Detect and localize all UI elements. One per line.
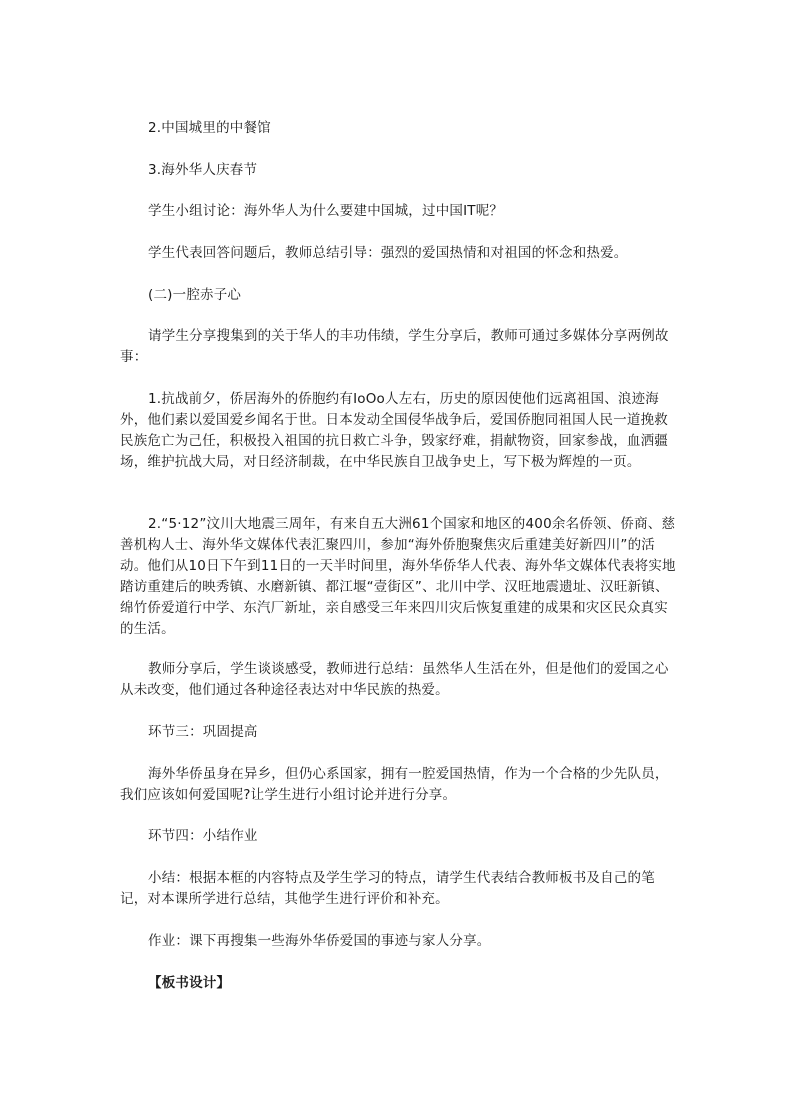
paragraph-homework: 作业：课下再搜集一些海外华侨爱国的事迹与家人分享。 [148, 933, 491, 949]
paragraph-summary: 小结：根据本框的内容特点及学生学习的特点，请学生代表结合教师板书及自己的笔记，对本课所学进行总结，其他学生进行评价和补充。 [120, 870, 655, 907]
heading-step-four: 环节四：小结作业 [148, 828, 258, 844]
paragraph-story-one: 1.抗战前夕，侨居海外的侨胞约有IoOo人左右，历史的原因使他们远离祖国、浪迹海外，他们素以爱国爱乡闻名于世。日本发动全国侵华战争后，爱国侨胞同祖国人民一道挽救民族危亡为己任，积极投入祖国的抗日救亡斗争，毁家纾难，捐献物资，回家参战，血洒疆场，维护抗战大局，对日经济制裁，在中华民族自卫战争史上，写下极为辉煌的一页。 [120, 391, 668, 470]
paragraph-share-stories: 请学生分享搜集到的关于华人的丰功伟绩，学生分享后，教师可通过多媒体分享两例故事： [120, 328, 669, 365]
heading-step-three: 环节三：巩固提高 [148, 724, 258, 740]
paragraph-consolidation: 海外华侨虽身在异乡，但仍心系国家，拥有一腔爱国热情，作为一个合格的少先队员，我们应该如何爱国呢?让学生进行小组讨论并进行分享。 [120, 766, 669, 803]
section-heading-heart: (二)一腔赤子心 [148, 287, 242, 303]
paragraph-teacher-conclusion: 教师分享后，学生谈谈感受，教师进行总结：虽然华人生活在外，但是他们的爱国之心从未改变，他们通过各种途径表达对中华民族的热爱。 [120, 661, 669, 698]
heading-chinese-restaurant: 2.中国城里的中餐馆 [148, 120, 271, 136]
heading-board-design: 【板书设计】 [148, 975, 231, 991]
paragraph-story-two: 2.“5·12”汶川大地震三周年，有来自五大洲61个国家和地区的400余名侨领、侨商、慈善机构人士、海外华文媒体代表汇聚四川，参加“海外侨胞聚焦灾后重建美好新四川”的活动。他们从10日下午到11日的一天半时间里，海外华侨华人代表、海外华文媒体代表将实地踏访重建后的映秀镇、水磨新镇、都江堰“壹街区”、北川中学、汉旺地震遗址、汉旺新镇、绵竹侨爱道行中学、东汽厂新址，亲自感受三年来四川灾后恢复重建的成果和灾区民众真实的生活。 [120, 516, 676, 637]
paragraph-group-discussion: 学生小组讨论：海外华人为什么要建中国城，过中国IT呢？ [148, 203, 504, 219]
paragraph-teacher-summary: 学生代表回答问题后，教师总结引导：强烈的爱国热情和对祖国的怀念和热爱。 [148, 245, 628, 261]
heading-spring-festival: 3.海外华人庆春节 [148, 162, 258, 178]
